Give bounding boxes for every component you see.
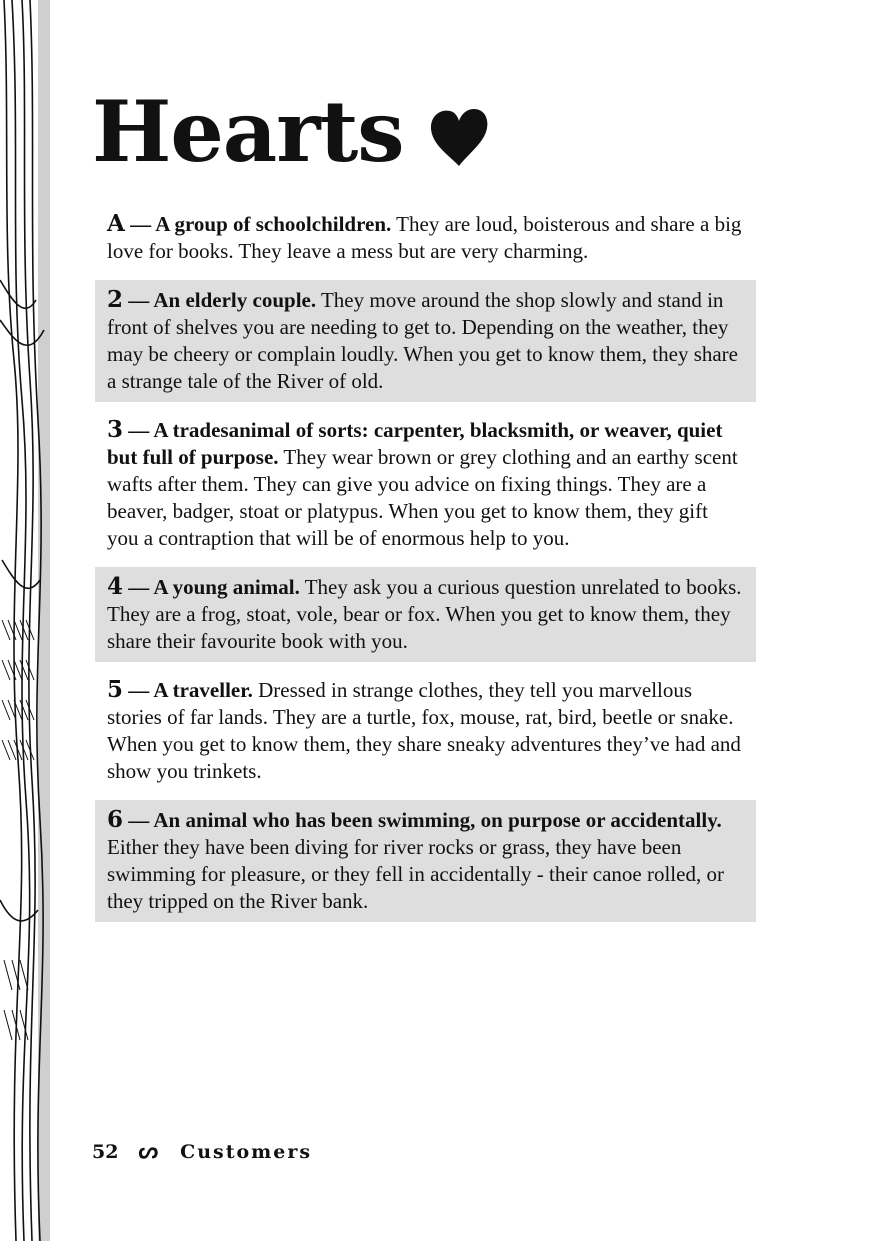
entry-text: Dressed in strange clothes, they tell you marvellous stories of far lands. They are a turtle, fox, mouse, rat, bird, beetle or snake. When you get to know them, they share sneaky adventures they’ve had and show you trinkets. bbox=[107, 678, 741, 783]
entry-separator: — bbox=[123, 808, 154, 832]
entry-separator: — bbox=[124, 212, 156, 236]
entry-number: A bbox=[107, 210, 125, 237]
ornament-icon: ᔕ bbox=[138, 1138, 159, 1164]
entry-text: Either they have been diving for river rocks or grass, they have been swimming for pleasure, or they fell in accidentally - their canoe rolled, or they tripped on the River bank. bbox=[107, 835, 724, 913]
entry-separator: — bbox=[123, 575, 154, 599]
entry-heading: A tradesanimal of sorts: carpenter, blacksmith, or weaver, quiet but full of purpose. bbox=[107, 418, 723, 469]
entry-number: 6 bbox=[107, 806, 124, 833]
entry-text: They move around the shop slowly and stand in front of shelves you are needing to get to. Depending on the weather, they may be cheery or complain loudly. When you get to know them, they share a strange tale of the River of old. bbox=[107, 288, 738, 393]
entry-a bbox=[95, 204, 756, 272]
entry-separator: — bbox=[123, 418, 154, 442]
entry-5 bbox=[95, 670, 756, 792]
section-name: Customers bbox=[180, 1141, 313, 1163]
heart-icon bbox=[428, 108, 490, 168]
border-illustration bbox=[0, 0, 50, 1241]
entry-separator: — bbox=[123, 678, 154, 702]
entry-number: 4 bbox=[107, 573, 124, 600]
entry-heading: A group of schoolchildren. bbox=[155, 212, 392, 236]
entry-heading: An elderly couple. bbox=[153, 288, 317, 312]
entry-number: 3 bbox=[107, 416, 124, 443]
entry-number: 2 bbox=[107, 286, 124, 313]
page-title: Hearts bbox=[92, 82, 404, 181]
entry-6 bbox=[95, 800, 756, 922]
page-number: 52 bbox=[92, 1141, 119, 1163]
entry-separator: — bbox=[123, 288, 154, 312]
entry-heading: A traveller. bbox=[153, 678, 253, 702]
entry-text: They wear brown or grey clothing and an earthy scent wafts after them. They can give you advice on fixing things. They are a beaver, badger, stoat or platypus. When you get to know them, they gift you a contraption that will be of enormous help to you. bbox=[107, 445, 738, 550]
entry-number: 5 bbox=[107, 676, 124, 703]
entry-heading: A young animal. bbox=[153, 575, 300, 599]
page-footer bbox=[92, 1138, 312, 1164]
entries-list bbox=[95, 204, 756, 930]
entry-2 bbox=[95, 280, 756, 402]
entry-3 bbox=[95, 410, 756, 559]
entry-text: They are loud, boisterous and share a big love for books. They leave a mess but are very charming. bbox=[107, 212, 742, 263]
entry-4 bbox=[95, 567, 756, 662]
entry-text: They ask you a curious question unrelated to books. They are a frog, stoat, vole, bear or fox. When you get to know them, they share their favourite book with you. bbox=[107, 575, 742, 653]
entry-heading: An animal who has been swimming, on purpose or accidentally. bbox=[153, 808, 722, 832]
